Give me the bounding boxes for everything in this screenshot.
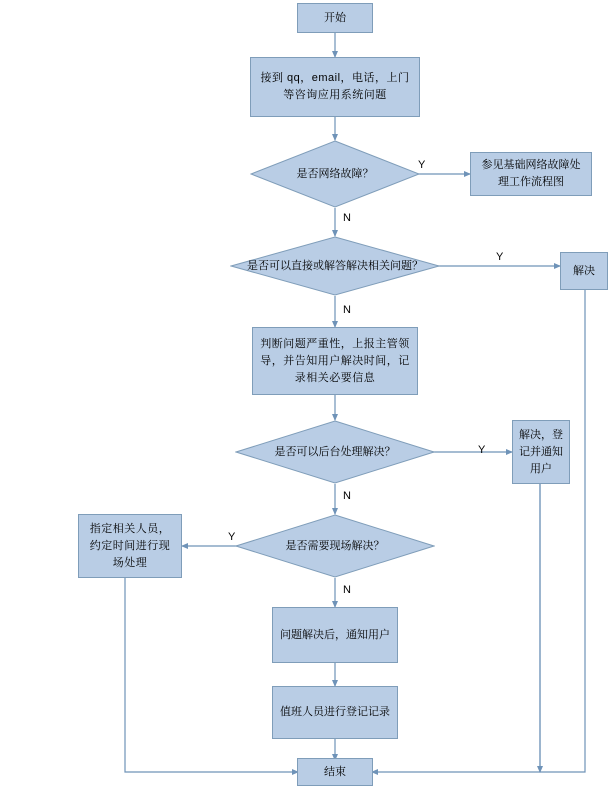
node-notify-user[interactable] xyxy=(272,607,398,663)
node-decision-direct-resolve-label: 是否可以直接或解答解决相关问题？ xyxy=(247,259,423,272)
node-receive-request-label: 接到 qq，email，电话，上门等咨询应用系统问题 xyxy=(260,72,410,101)
node-receive-request[interactable] xyxy=(250,57,420,117)
node-decision-direct-resolve[interactable] xyxy=(230,236,440,296)
edge-label-onsite-yes: Y xyxy=(228,531,236,543)
edge-label-backend-yes: Y xyxy=(478,444,486,456)
node-resolved-register-notify-label: 解决，登记并通知用户 xyxy=(519,428,563,475)
node-judge-severity-label: 判断问题严重性，上报主管领导，并告知用户解决时间，记录相关必要信息 xyxy=(260,337,410,384)
node-resolved-direct-label: 解决 xyxy=(573,264,595,277)
edge-label-onsite-no: N xyxy=(343,584,351,596)
node-start-label: 开始 xyxy=(324,11,346,24)
node-ref-network-flow-label: 参见基础网络故障处理工作流程图 xyxy=(481,159,581,188)
edge-label-network-yes: Y xyxy=(418,159,426,171)
edge-label-network-no: N xyxy=(343,212,351,224)
node-end-label: 结束 xyxy=(324,765,346,778)
node-assign-onsite-staff[interactable] xyxy=(78,514,182,578)
node-decision-onsite-label: 是否需要现场解决？ xyxy=(285,539,385,552)
edge-label-direct-no: N xyxy=(343,304,351,316)
node-judge-severity[interactable] xyxy=(252,327,418,395)
node-ref-network-flow[interactable] xyxy=(470,152,592,196)
node-duty-register[interactable] xyxy=(272,686,398,739)
node-decision-backend-resolve-label: 是否可以后台处理解决？ xyxy=(274,445,396,458)
node-notify-user-label: 问题解决后，通知用户 xyxy=(280,628,390,641)
edge-label-direct-yes: Y xyxy=(496,251,504,263)
node-assign-onsite-staff-label: 指定相关人员，约定时间进行现场处理 xyxy=(89,522,171,569)
node-decision-network-fault-label: 是否网络故障？ xyxy=(296,167,374,180)
node-duty-register-label: 值班人员进行登记记录 xyxy=(280,706,390,718)
node-resolved-register-notify[interactable] xyxy=(512,420,570,484)
node-decision-backend-resolve[interactable] xyxy=(235,420,435,484)
node-start[interactable] xyxy=(297,3,373,33)
node-resolved-direct[interactable] xyxy=(560,252,608,290)
edge-label-backend-no: N xyxy=(343,490,351,502)
node-decision-onsite[interactable] xyxy=(235,514,435,578)
node-decision-network-fault[interactable] xyxy=(250,140,420,208)
node-end[interactable] xyxy=(297,758,373,786)
